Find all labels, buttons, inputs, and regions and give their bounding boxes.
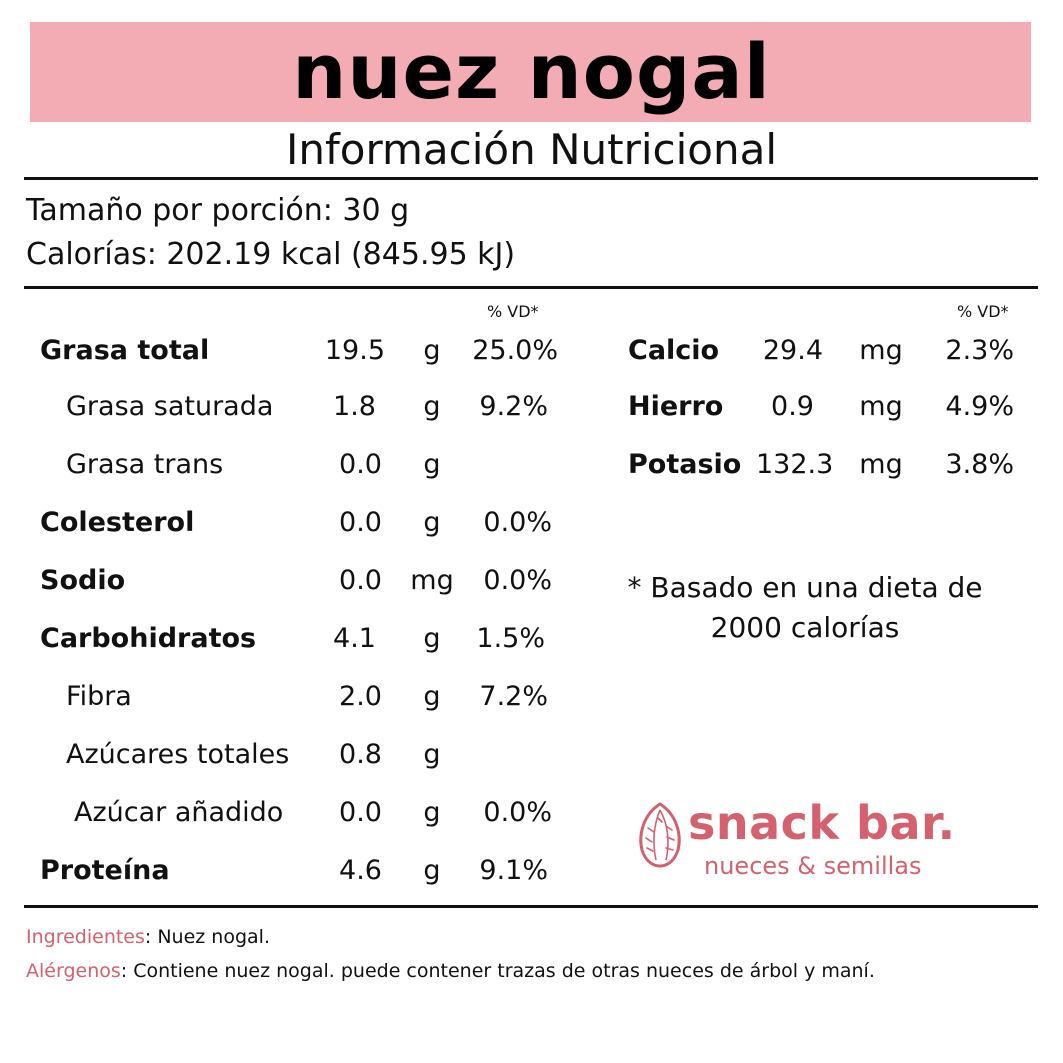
nutrient-unit: g	[423, 797, 441, 828]
allergens-line	[26, 960, 875, 982]
nutrient-unit: g	[423, 855, 441, 886]
nutrient-value: 19.5	[324, 335, 385, 366]
dv-footnote	[600, 568, 1010, 648]
mineral-unit: mg	[859, 449, 903, 480]
divider-top	[24, 177, 1038, 180]
mineral-dv: 4.9%	[945, 391, 1014, 422]
nutrient-name: Azúcares totales	[66, 739, 290, 770]
nutrient-dv: 7.2%	[479, 681, 548, 712]
mineral-value: 0.9	[771, 391, 814, 422]
nutrient-name: Grasa total	[40, 335, 210, 366]
mineral-name: Hierro	[628, 391, 724, 422]
allergens-text: : Contiene nuez nogal. puede contener trazas de otras nueces de árbol y maní.	[120, 960, 875, 982]
nutrient-dv: 0.0%	[483, 507, 552, 538]
nutrient-value: 4.1	[333, 623, 376, 654]
calories: Calorías: 202.19 kcal (845.95 kJ)	[26, 237, 516, 272]
divider-bottom	[24, 905, 1038, 908]
mineral-value: 132.3	[756, 449, 834, 480]
almond-icon	[636, 802, 684, 872]
mineral-dv: 2.3%	[945, 335, 1014, 366]
nutrient-unit: g	[423, 335, 441, 366]
dv-header-left: % VD*	[487, 302, 539, 321]
footnote-line-2: 2000 calorías	[710, 611, 900, 644]
nutrient-value: 0.0	[339, 507, 382, 538]
section-subtitle: Información Nutricional	[285, 125, 778, 174]
nutrient-name: Azúcar añadido	[74, 797, 284, 828]
mineral-name: Calcio	[628, 335, 720, 366]
nutrient-name: Grasa saturada	[66, 391, 274, 422]
nutrient-dv: 25.0%	[472, 335, 558, 366]
nutrient-name: Grasa trans	[66, 449, 224, 480]
ingredients-label: Ingredientes	[26, 926, 145, 948]
brand-name: snack bar.	[688, 796, 956, 850]
nutrient-unit: g	[423, 507, 441, 538]
brand-logo	[636, 796, 976, 890]
nutrient-name: Carbohidratos	[40, 623, 257, 654]
nutrient-unit: g	[423, 623, 441, 654]
nutrient-unit: g	[423, 391, 441, 422]
mineral-name: Potasio	[628, 449, 742, 480]
mineral-dv: 3.8%	[945, 449, 1014, 480]
mineral-value: 29.4	[762, 335, 823, 366]
nutrient-value: 0.0	[339, 797, 382, 828]
nutrient-unit: g	[423, 449, 441, 480]
mineral-unit: mg	[859, 391, 903, 422]
nutrient-unit: g	[423, 681, 441, 712]
nutrient-name: Fibra	[66, 681, 132, 712]
nutrient-value: 0.8	[339, 739, 382, 770]
nutrient-value: 0.0	[339, 449, 382, 480]
nutrient-dv: 9.1%	[479, 855, 548, 886]
nutrient-unit: g	[423, 739, 441, 770]
dv-header-right: % VD*	[957, 302, 1009, 321]
nutrient-dv: 1.5%	[476, 623, 545, 654]
footnote-line-1: * Basado en una dieta de	[627, 571, 983, 604]
allergens-label: Alérgenos	[26, 960, 121, 982]
nutrient-dv: 0.0%	[483, 565, 552, 596]
nutrient-name: Proteína	[40, 855, 170, 886]
nutrient-name: Colesterol	[40, 507, 195, 538]
nutrient-value: 2.0	[339, 681, 382, 712]
nutrient-name: Sodio	[40, 565, 126, 596]
brand-tagline: nueces & semillas	[704, 852, 922, 880]
ingredients-line	[26, 926, 270, 948]
nutrient-dv: 9.2%	[479, 391, 548, 422]
nutrient-unit: mg	[410, 565, 454, 596]
divider-middle	[24, 286, 1038, 289]
nutrient-value: 4.6	[339, 855, 382, 886]
nutrient-dv: 0.0%	[483, 797, 552, 828]
nutrient-value: 1.8	[333, 391, 376, 422]
mineral-unit: mg	[859, 335, 903, 366]
ingredients-text: : Nuez nogal.	[144, 926, 270, 948]
nutrient-value: 0.0	[339, 565, 382, 596]
product-title: nuez nogal	[292, 27, 771, 116]
serving-size: Tamaño por porción: 30 g	[26, 193, 410, 228]
